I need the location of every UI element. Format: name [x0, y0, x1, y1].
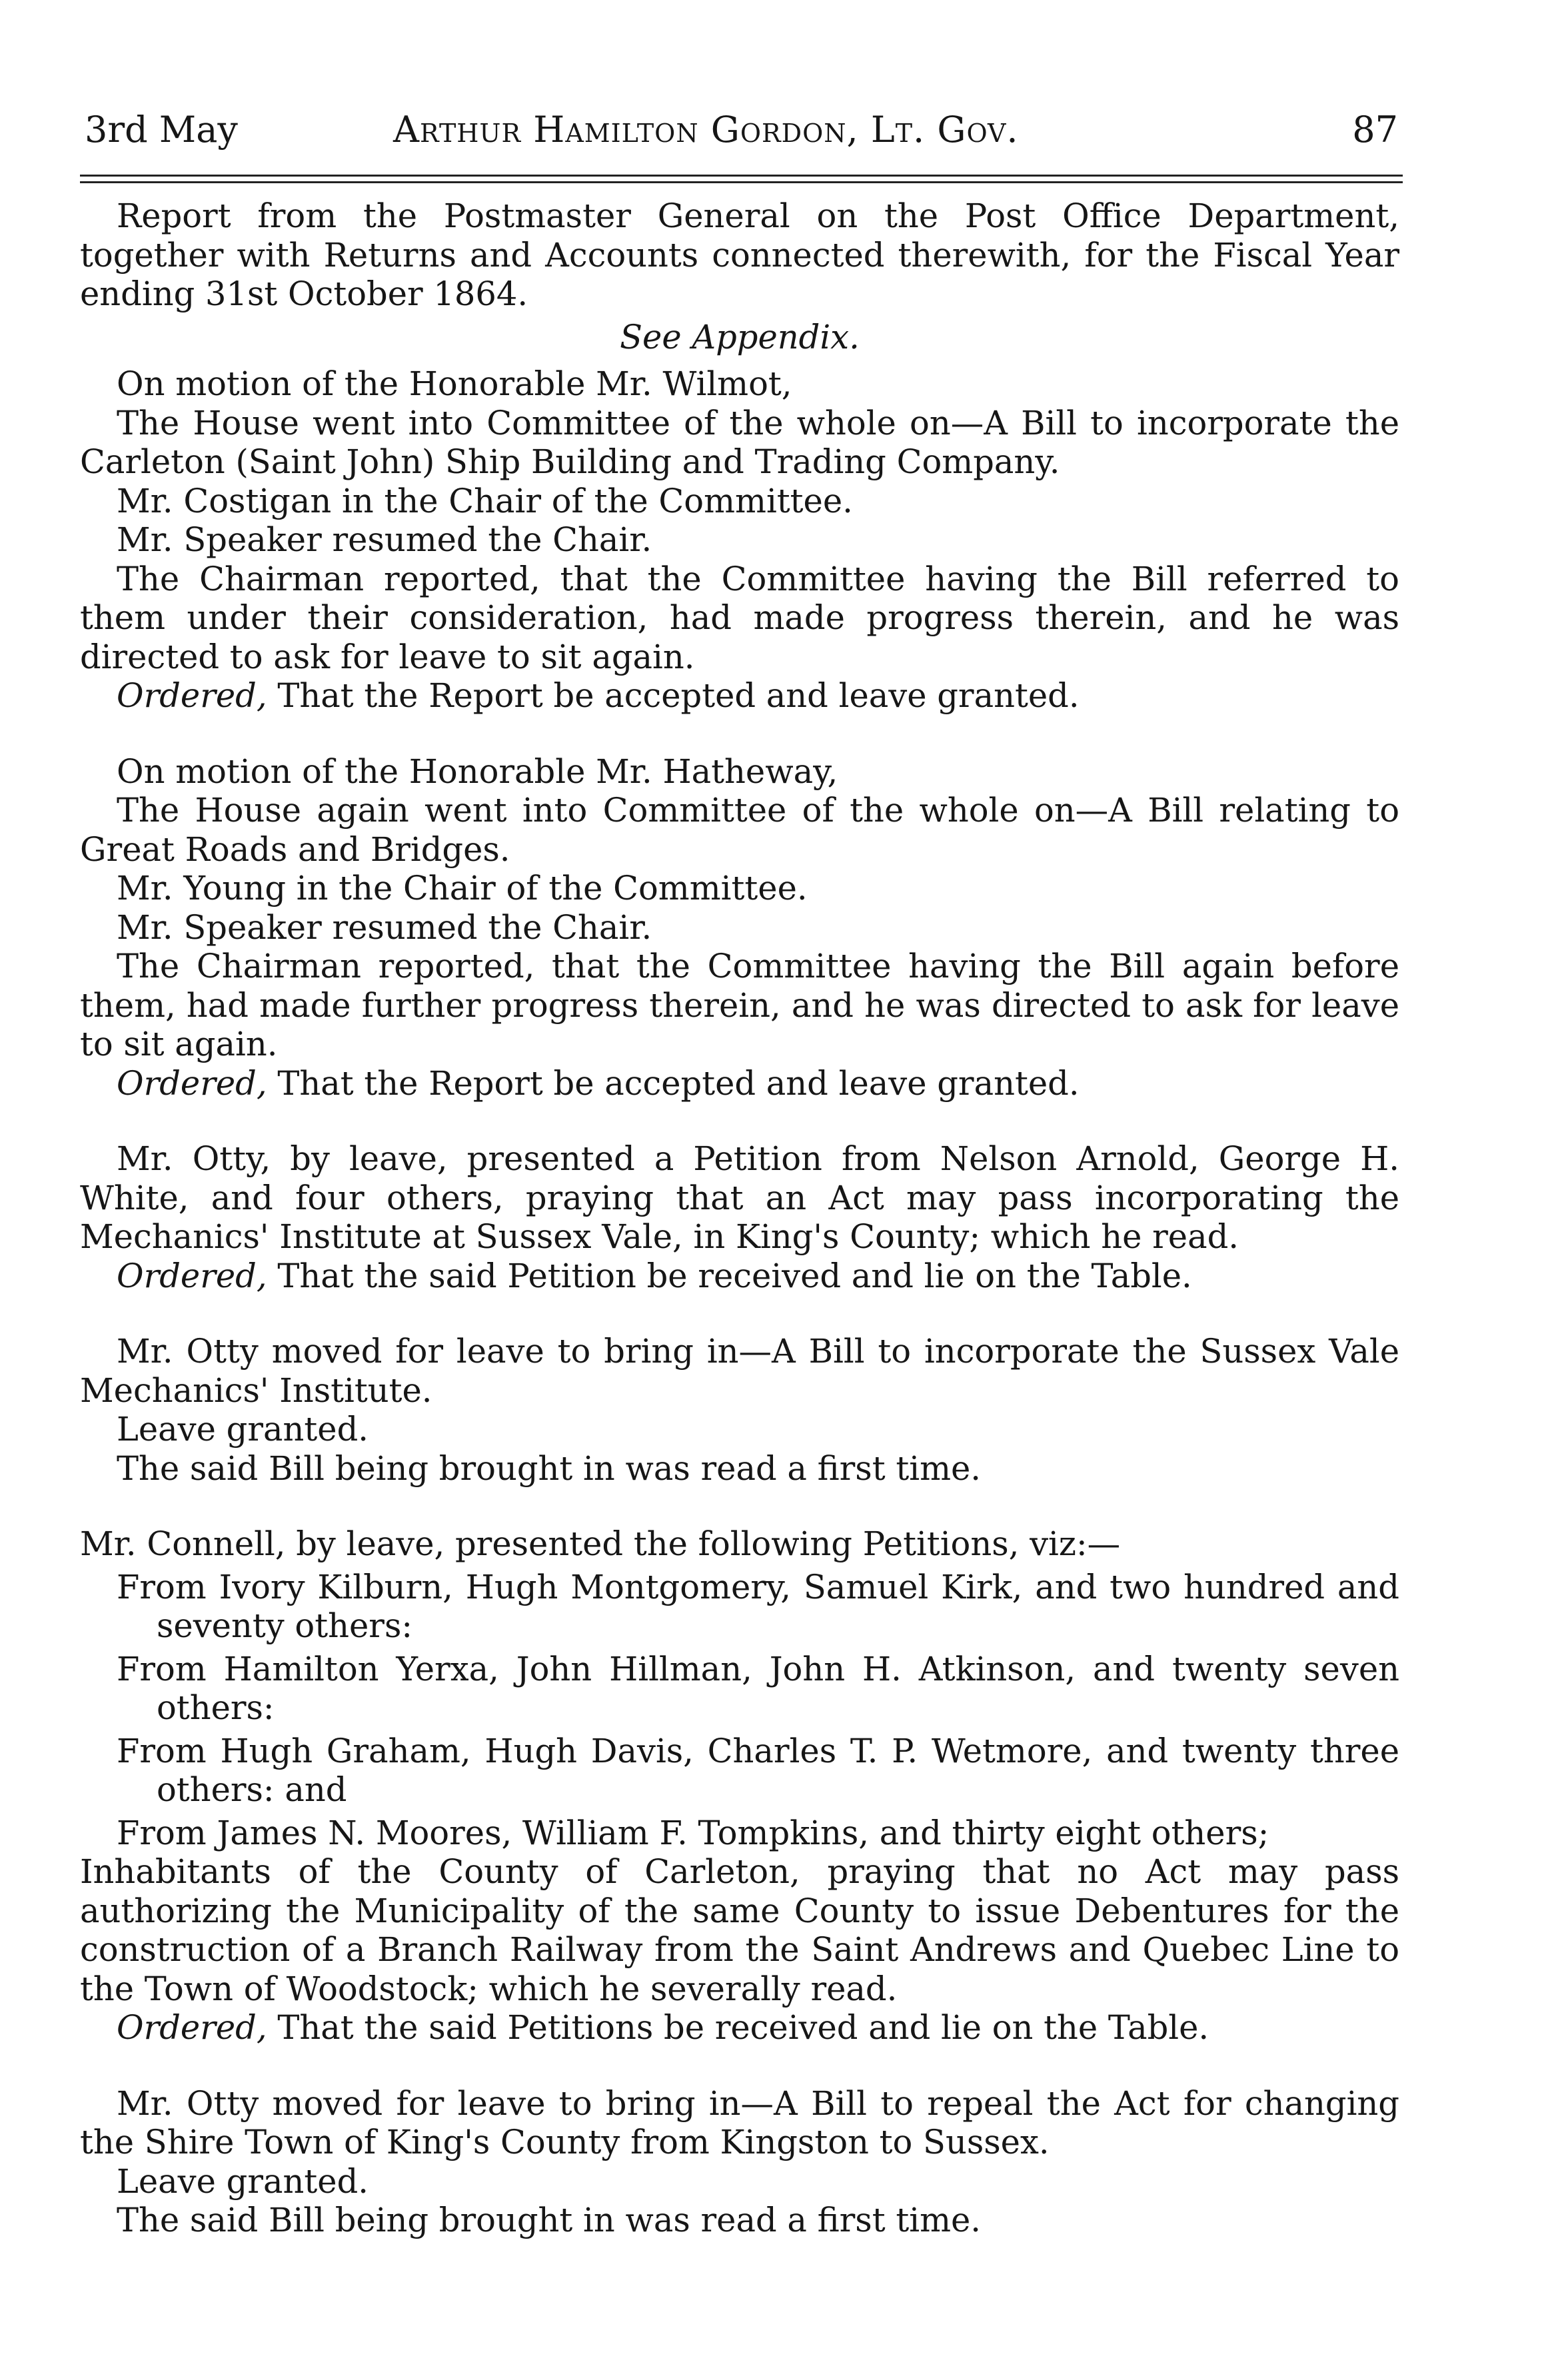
- paragraph-leave-granted-2: Leave granted.: [117, 2161, 369, 2201]
- paragraph-ordered-report: Ordered, That the Report be accepted and leave granted.: [117, 676, 1080, 715]
- paragraph-speaker-resumed: Mr. Speaker resumed the Chair.: [117, 520, 652, 559]
- paragraph-committee-ship-building: The House went into Committee of the whole on—A Bill to incorporate the Carleton (Saint John) Ship Building and Trading Company.: [80, 403, 1399, 481]
- paragraph-otty-bill: Mr. Otty moved for leave to bring in—A Bill to incorporate the Sussex Vale Mechanics' Institute.: [80, 1332, 1399, 1410]
- paragraph-ordered-petition: Ordered, That the said Petition be received and lie on the Table.: [117, 1256, 1192, 1295]
- paragraph-otty-repeal-bill: Mr. Otty moved for leave to bring in—A Bill to repeal the Act for changing the Shire Town of King's County from Kingston to Sussex.: [80, 2083, 1399, 2161]
- paragraph-chairman-reported-2: The Chairman reported, that the Committee having the Bill again before them, had made further progress therein, and he was directed to ask for leave to sit again.: [80, 947, 1399, 1063]
- paragraph-committee-roads: The House again went into Committee of the whole on—A Bill relating to Great Roads and Bridges.: [80, 791, 1399, 869]
- paragraph-ordered-report-2: Ordered, That the Report be accepted and leave granted.: [117, 1063, 1080, 1103]
- paragraph-inhabitants-carleton: Inhabitants of the County of Carleton, praying that no Act may pass authorizing the Municipality of the same County to issue Debentures for the construction of a Branch Railway from the Saint Andrews and Quebec Line to the Town of Woodstock; which he severally read.: [80, 1852, 1399, 2008]
- paragraph-motion-hatheway: On motion of the Honorable Mr. Hatheway,: [117, 752, 838, 791]
- header-title: Arthur Hamilton Gordon, Lt. Gov.: [393, 109, 1019, 151]
- see-appendix: See Appendix.: [620, 317, 860, 356]
- paragraph-ordered-petitions: Ordered, That the said Petitions be received and lie on the Table.: [117, 2008, 1209, 2047]
- petition-item: From Ivory Kilburn, Hugh Montgomery, Samuel Kirk, and two hundred and seventy others:: [117, 1567, 1399, 1645]
- header-date: 3rd May: [85, 109, 238, 151]
- petition-item: From James N. Moores, William F. Tompkins, and thirty eight others;: [117, 1813, 1269, 1852]
- paragraph-costigan-chair: Mr. Costigan in the Chair of the Committee.: [117, 481, 853, 520]
- paragraph-chairman-reported: The Chairman reported, that the Committee having the Bill referred to them under their consideration, had made progress therein, and he was directed to ask for leave to sit again.: [80, 559, 1399, 676]
- paragraph-leave-granted: Leave granted.: [117, 1410, 369, 1449]
- petition-item: From Hugh Graham, Hugh Davis, Charles T. P. Wetmore, and twenty three others: and: [117, 1731, 1399, 1809]
- paragraph-speaker-resumed-2: Mr. Speaker resumed the Chair.: [117, 907, 652, 947]
- header-rule-second: [80, 181, 1403, 183]
- paragraph-connell-petitions: Mr. Connell, by leave, presented the following Petitions, viz:—: [80, 1524, 1121, 1563]
- paragraph-postmaster-report: Report from the Postmaster General on the Post Office Department, together with Returns and Accounts connected therewith, for the Fiscal Year ending 31st October 1864.: [80, 197, 1399, 313]
- paragraph-young-chair: Mr. Young in the Chair of the Committee.: [117, 869, 808, 907]
- header-rule: [80, 175, 1403, 177]
- page-number: 87: [1352, 109, 1398, 151]
- paragraph-otty-petition: Mr. Otty, by leave, presented a Petition from Nelson Arnold, George H. White, and four others, praying that an Act may pass incorporating the Mechanics' Institute at Sussex Vale, in King's County; which he read.: [80, 1139, 1399, 1256]
- petition-item: From Hamilton Yerxa, John Hillman, John H. Atkinson, and twenty seven others:: [117, 1649, 1399, 1727]
- paragraph-motion-wilmot: On motion of the Honorable Mr. Wilmot,: [117, 364, 792, 403]
- paragraph-first-reading-2: The said Bill being brought in was read a first time.: [117, 2201, 982, 2239]
- paragraph-first-reading: The said Bill being brought in was read a first time.: [117, 1449, 982, 1488]
- body-text: [80, 197, 1399, 2240]
